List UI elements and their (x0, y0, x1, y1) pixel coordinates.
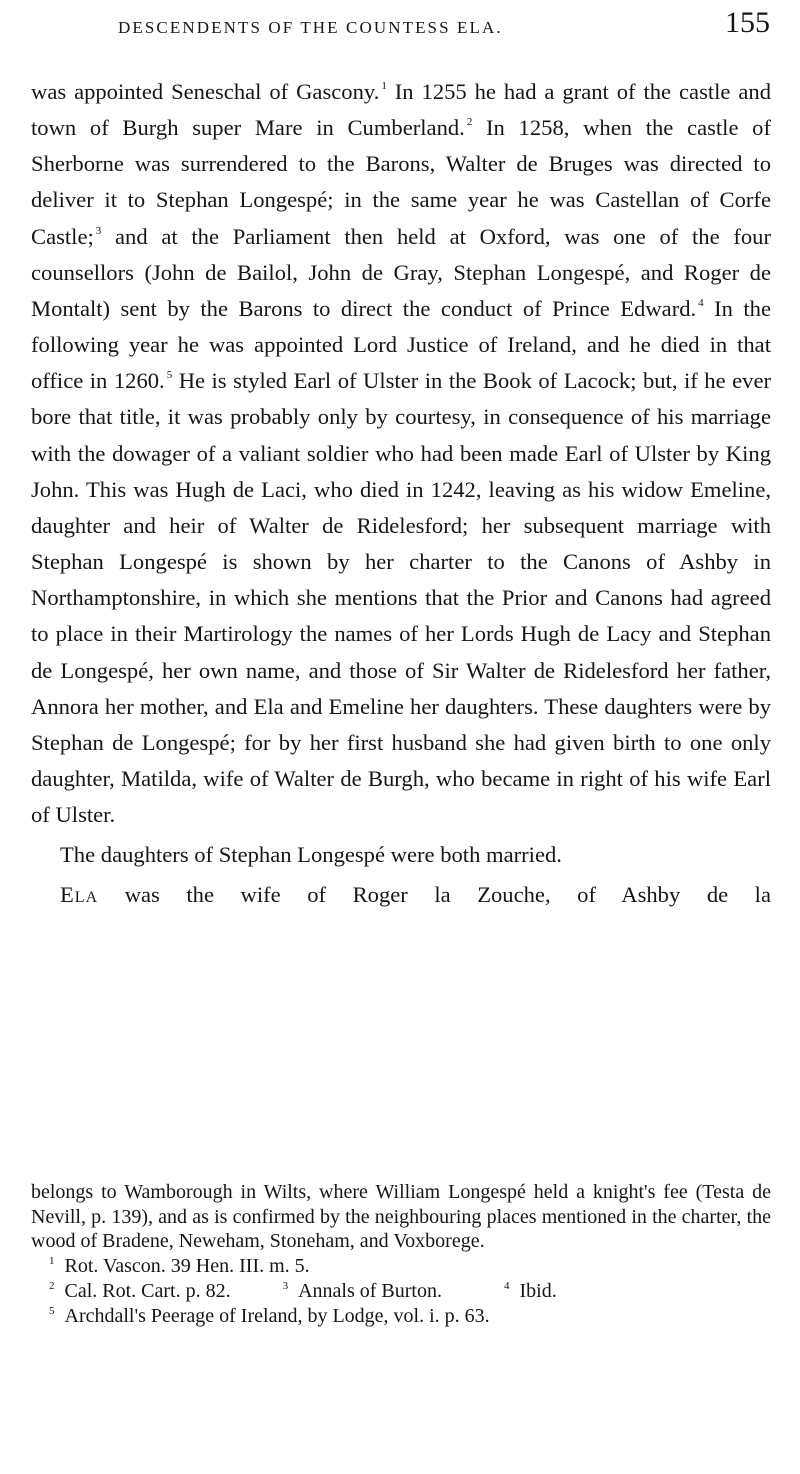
paragraph-text: and at the Parliament then held at Oxford, was one of the four counsellors (John de Bailol, John de Gray, Stephan Longespé, and Roger de Montalt) sent by the Barons to direct the conduct of Prince Edward. (31, 223, 771, 321)
footnote-4 (504, 1279, 557, 1304)
paragraph-1 (31, 74, 771, 833)
running-title: DESCENDENTS OF THE COUNTESS ELA. (118, 18, 503, 37)
footnote-line (31, 1304, 771, 1329)
footnote-ref-3: 3 (95, 224, 102, 237)
name-small-caps: Ela (60, 882, 99, 908)
paragraph-text: He is styled Earl of Ulster in the Book of Lacock; but, if he ever bore that title, it was probably only by courtesy, in consequence of his marriage with the dowager of a valiant soldier who had been made Earl of Ulster by King John. This was Hugh de Laci, who died in 1242, leaving as his widow Emeline, daughter and heir of Walter de Ridelesford; her subsequent marriage with Stephan Longespé is shown by her charter to the Canons of Ashby in Northamptonshire, in which she mentions that the Prior and Canons had agreed to place in their Martirology the names of her Lords Hugh de Lacy and Stephan de Longespé, her own name, and those of Sir Walter de Ridelesford her father, Annora her mother, and Ela and Emeline her daughters. These daughters were by Stephan de Longespé; for by her first husband she had given birth to one only daughter, Matilda, wife of Walter de Burgh, who became in right of his wife Earl of Ulster. (31, 368, 771, 828)
footnote-ref-2: 2 (466, 116, 473, 129)
footnote-5 (49, 1304, 490, 1329)
paragraph-text: In the following year he was appointed Lord Justice of Ireland, and he died in that office in 1260. (31, 295, 771, 394)
footnote-3 (283, 1279, 442, 1304)
footnote-continuation: belongs to Wamborough in Wilts, where William Longespé held a knight's fee (Testa de Nevill, p. 139), and as is confirmed by the neighbouring places mentioned in the charter, the wood of Bradene, Neweham, Stoneham, and Voxborege. (31, 1181, 771, 1253)
footnote-2 (49, 1279, 231, 1304)
body-text (31, 74, 771, 914)
footnote-ref-1: 1 (381, 80, 387, 92)
footnote-mark: 3 (282, 1279, 289, 1292)
footnote-text: Annals of Burton. (298, 1279, 442, 1302)
footnote-mark: 4 (504, 1279, 510, 1292)
footnote-mark: 1 (49, 1255, 55, 1268)
footnote-text: Cal. Rot. Cart. p. 82. (64, 1279, 231, 1302)
paragraph-text: was the wife of Roger la Zouche, of Ashby de la (98, 882, 771, 908)
paragraph-text: In 1255 he had a grant of the castle and town of Burgh super Mare in Cumberland. (31, 79, 771, 141)
paragraph-3 (31, 877, 771, 913)
paragraph-text: In 1258, when the castle of Sherborne was surrendered to the Barons, Walter de Bruges was directed to deliver it to Stephan Longespé; in the same year he was Castellan of Corfe Castle; (31, 115, 771, 249)
footnote-mark: 2 (49, 1279, 55, 1292)
footnote-1 (49, 1254, 310, 1279)
footnotes (31, 1180, 771, 1328)
footnote-text: Ibid. (519, 1279, 557, 1302)
paragraph-text: was appointed Seneschal of Gascony. (31, 79, 380, 104)
footnote-text: Archdall's Peerage of Ireland, by Lodge, vol. i. p. 63. (64, 1304, 490, 1327)
footnote-mark: 5 (49, 1304, 55, 1317)
footnote-text: Rot. Vascon. 39 Hen. III. m. 5. (64, 1255, 310, 1278)
footnote-line (31, 1279, 771, 1304)
footnote-line (31, 1254, 771, 1279)
running-head (30, 6, 770, 42)
page-number: 155 (725, 6, 770, 39)
paragraph-2: The daughters of Stephan Longespé were both married. (60, 842, 562, 868)
footnote-ref-5: 5 (166, 369, 173, 382)
footnote-ref-4: 4 (698, 296, 704, 309)
